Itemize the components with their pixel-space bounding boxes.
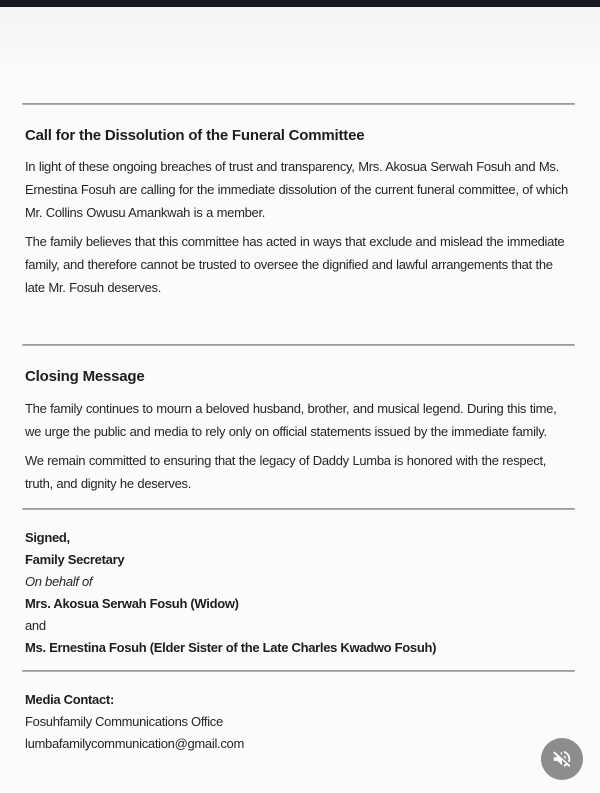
heading-closing-message: Closing Message [25,368,145,385]
heading-dissolution: Call for the Dissolution of the Funeral Committee [25,127,365,144]
muted-speaker-icon [551,748,573,770]
section-divider [22,670,575,672]
letterbox-top-bar [0,0,600,7]
signed-label: Signed, [25,530,70,545]
media-contact-label: Media Contact: [25,692,114,707]
signature-block [25,527,574,659]
signatory-title: Family Secretary [25,552,125,567]
media-contact-email: lumbafamilycommunication@gmail.com [25,736,245,751]
paragraph-dissolution-1: In light of these ongoing breaches of trust and transparency, Mrs. Akosua Serwah Fosuh and Ms. Ernestina Fosuh are calling for the immediate dissolution of the current funeral committee, of which Mr. Collins Owusu Amankwah is a member. [25,159,568,220]
section-divider [22,103,575,105]
paragraph-closing-2: We remain committed to ensuring that the legacy of Daddy Lumba is honored with the respect, truth, and dignity he deserves. [25,453,547,491]
media-contact-office: Fosuhfamily Communications Office [25,714,223,729]
signatory-name-widow: Mrs. Akosua Serwah Fosuh (Widow) [25,596,239,611]
signatory-conjunction: and [25,618,46,633]
on-behalf-of-label: On behalf of [25,574,93,589]
mute-button[interactable] [541,738,583,780]
paragraph-closing-1: The family continues to mourn a beloved husband, brother, and musical legend. During this time, we urge the public and media to rely only on official statements issued by the immediate family. [25,401,557,439]
section-divider [22,508,575,510]
document-page [0,7,600,755]
signatory-name-sister: Ms. Ernestina Fosuh (Elder Sister of the Late Charles Kwadwo Fosuh) [25,640,437,655]
section-divider [22,344,575,346]
paragraph-dissolution-2: The family believes that this committee has acted in ways that exclude and mislead the immediate family, and therefore cannot be trusted to oversee the dignified and lawful arrangements that the late Mr. Fosuh deserves. [25,234,565,295]
media-contact-block [25,689,574,755]
